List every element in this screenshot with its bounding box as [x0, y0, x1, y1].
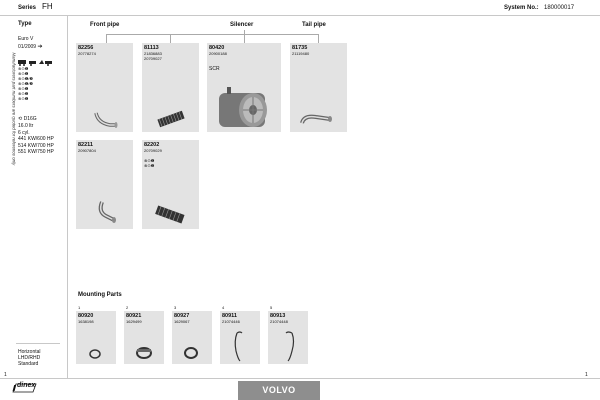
page-number-left: 1 — [4, 372, 7, 378]
clamp-image — [124, 311, 164, 364]
part-card-81113[interactable] — [142, 43, 199, 132]
system-number-value: 180000017 — [544, 5, 575, 11]
flag-row: ⊗⊙❶/❷ — [18, 76, 33, 81]
oem-number: 20778274 — [78, 51, 96, 56]
mounting-orientation: Horizontal — [18, 349, 41, 355]
tail-pipe-title: Tail pipe — [302, 22, 326, 28]
bracket-tick — [244, 30, 245, 43]
flag-row: ⊗⊙❷ — [144, 163, 155, 168]
oem-number: 21119480 — [292, 51, 310, 56]
mounting-info — [18, 349, 41, 367]
oem-number: 20709029 — [144, 148, 162, 153]
part-number: 82211 — [78, 142, 93, 148]
sidebar-bottom-rule — [16, 343, 60, 344]
disclaimer-vertical: Manufacturers part numbers are quoted for reference only — [11, 52, 17, 166]
strap-image — [268, 311, 308, 364]
flag-row: ⊗⊙❶/❷ — [18, 81, 33, 86]
bracket-tick — [106, 34, 107, 43]
part-card-82256[interactable] — [76, 43, 133, 132]
flex-hose-image — [142, 43, 199, 132]
arrow-right-icon: ➔ — [37, 44, 43, 50]
mount-index: 5 — [270, 305, 273, 310]
truck-icons — [18, 58, 52, 66]
bracket-tick — [170, 34, 171, 43]
part-number: 80420 — [209, 45, 225, 51]
mount-card-80911[interactable] — [220, 311, 260, 364]
oem-number: 21074448 — [270, 319, 288, 324]
oem-number: 21074446 — [222, 319, 240, 324]
mounting-drive: LHD/RHD — [18, 355, 41, 361]
mounting-variant: Standard — [18, 361, 39, 367]
power-row: 514 KW/700 HP — [18, 142, 54, 149]
mount-card-80913[interactable] — [268, 311, 308, 364]
engine-code-text: D16G — [23, 116, 37, 122]
engine-icon: ⟲ — [18, 116, 23, 122]
part-number: 80927 — [174, 313, 190, 319]
type-title: Type — [18, 21, 32, 27]
part-number: 82256 — [78, 45, 94, 51]
flag-row: ⊗⊙❷ — [18, 91, 29, 96]
mount-card-80920[interactable] — [76, 311, 116, 364]
production-date — [18, 43, 43, 50]
front-pipe-image — [76, 43, 133, 132]
oem-number: 20900188 — [209, 51, 227, 56]
oem-number: 1629499 — [126, 319, 142, 324]
mount-index: 2 — [126, 305, 129, 310]
flag-row: ⊗⊙❶ — [18, 86, 29, 91]
footer-rule — [0, 378, 600, 379]
tail-pipe-image — [290, 43, 347, 132]
bracket-tick — [318, 34, 319, 43]
front-pipe-image — [76, 140, 133, 229]
sidebar-divider — [67, 16, 68, 378]
power-row: 441 KW/600 HP — [18, 136, 54, 142]
part-number: 80913 — [270, 313, 286, 319]
silencer-title: Silencer — [230, 22, 254, 28]
section-bracket — [106, 34, 318, 35]
page-number-right: 1 — [585, 372, 588, 378]
series-value: FH — [42, 2, 53, 11]
system-number-label: System No.: — [504, 5, 539, 11]
part-card-80420[interactable] — [207, 43, 281, 132]
displacement: 16.0 ltr — [18, 123, 34, 129]
emission-norm: Euro V — [18, 36, 34, 42]
flag-row: ⊗⊙❶ — [18, 71, 29, 76]
oem-number: 21836883 20709027 — [144, 51, 162, 61]
engine-code — [18, 116, 37, 122]
cylinders: 6 cyl. — [18, 129, 30, 136]
part-number: 81735 — [292, 45, 308, 51]
oem-number: 1629067 — [174, 319, 190, 324]
part-card-82202[interactable] — [142, 140, 199, 229]
flag-row: ⊗⊙❶ — [18, 66, 29, 71]
clamp-image — [172, 311, 212, 364]
front-pipe-title: Front pipe — [90, 22, 120, 28]
silencer-note: SCR — [209, 66, 220, 72]
strap-image — [220, 311, 260, 364]
mount-card-80927[interactable] — [172, 311, 212, 364]
part-card-81735[interactable] — [290, 43, 347, 132]
part-number: 80911 — [222, 313, 237, 319]
flag-rows — [18, 66, 33, 101]
dinex-logo-text: dinex — [17, 382, 36, 389]
production-date-text: 01/2009 — [18, 44, 37, 50]
make-label: VOLVO — [238, 381, 320, 400]
mount-index: 1 — [78, 305, 81, 310]
part-number: 82202 — [144, 142, 160, 148]
part-number: 80921 — [126, 313, 142, 319]
part-number: 81113 — [144, 45, 159, 51]
flex-hose-image — [142, 140, 199, 229]
flag-row: ⊗⊙❶ — [18, 96, 29, 101]
mount-index: 4 — [222, 305, 225, 310]
flag-row: ⊗⊙❶ — [144, 158, 155, 163]
mounting-parts-title: Mounting Parts — [78, 292, 122, 298]
header-rule — [0, 15, 600, 16]
power-row: 551 KW/750 HP — [18, 149, 54, 155]
part-number: 80920 — [78, 313, 94, 319]
mount-card-80921[interactable] — [124, 311, 164, 364]
vehicle-icons-row — [18, 53, 52, 61]
part-card-82211[interactable] — [76, 140, 133, 229]
mount-index: 3 — [174, 305, 177, 310]
dinex-logo — [12, 381, 38, 393]
oem-number: 1638198 — [78, 319, 94, 324]
clamp-image — [76, 311, 116, 364]
series-label: Series — [18, 5, 37, 11]
oem-number: 20907804 — [78, 148, 96, 153]
engine-specs — [18, 123, 54, 156]
silencer-image — [207, 43, 281, 132]
